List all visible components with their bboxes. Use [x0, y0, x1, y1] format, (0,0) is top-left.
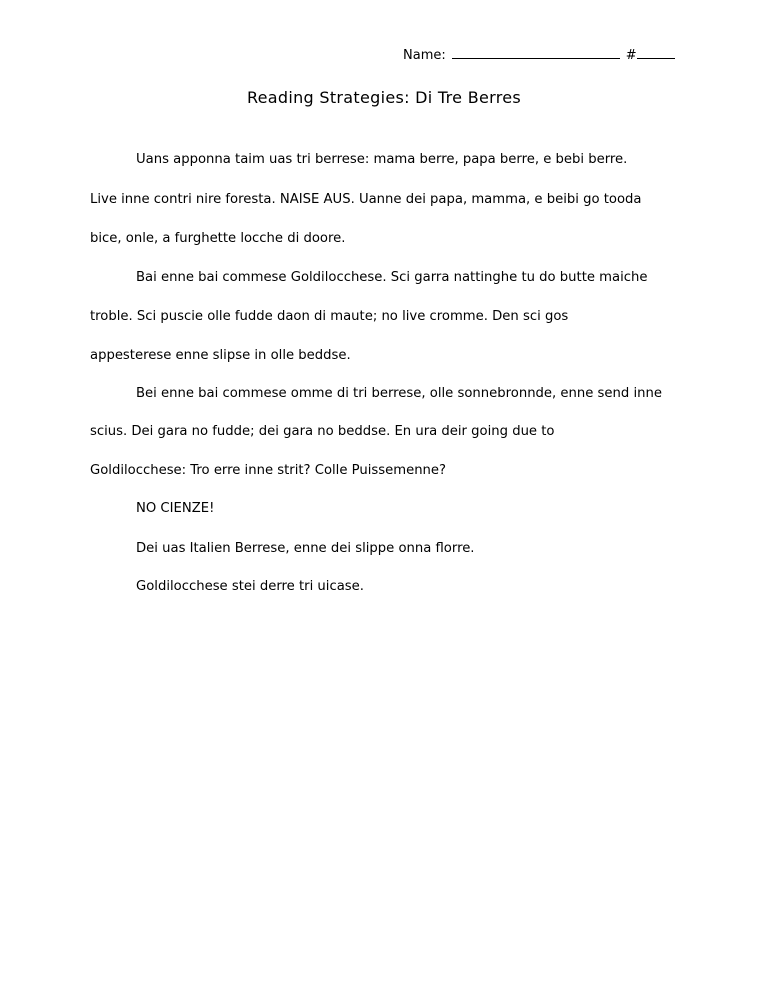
paragraph-1-line-1: Uans apponna taim uas tri berrese: mama berre, papa berre, e bebi berre.: [136, 152, 628, 167]
paragraph-1-line-3: bice, onle, a furghette locche di doore.: [90, 231, 346, 246]
worksheet-title: Reading Strategies: Di Tre Berres: [246, 88, 522, 107]
paragraph-1-line-2: Live inne contri nire foresta. NAISE AUS. Uanne dei papa, mamma, e beibi go tooda: [90, 192, 642, 207]
number-label: #: [625, 48, 637, 63]
paragraph-2-line-3: appesterese enne slipse in olle beddse.: [90, 348, 351, 363]
paragraph-2-line-1: Bai enne bai commese Goldilocchese. Sci garra nattinghe tu do butte maiche: [136, 270, 648, 285]
paragraph-6-line-1: Goldilocchese stei derre tri uicase.: [136, 579, 364, 594]
paragraph-3-line-3: Goldilocchese: Tro erre inne strit? Colle Puissemenne?: [90, 463, 447, 478]
name-number-header: [403, 46, 675, 64]
paragraph-4-line-1: NO CIENZE!: [136, 501, 215, 516]
number-blank-line[interactable]: [637, 46, 675, 59]
name-blank-line[interactable]: [452, 46, 620, 59]
paragraph-3-line-1: Bei enne bai commese omme di tri berrese, olle sonnebronnde, enne send inne: [136, 386, 662, 401]
paragraph-5-line-1: Dei uas Italien Berrese, enne dei slippe onna florre.: [136, 541, 475, 556]
paragraph-2-line-2: troble. Sci puscie olle fudde daon di maute; no live cromme. Den sci gos: [90, 309, 569, 324]
paragraph-3-line-2: scius. Dei gara no fudde; dei gara no beddse. En ura deir going due to: [90, 424, 555, 439]
name-label: Name:: [403, 48, 446, 63]
